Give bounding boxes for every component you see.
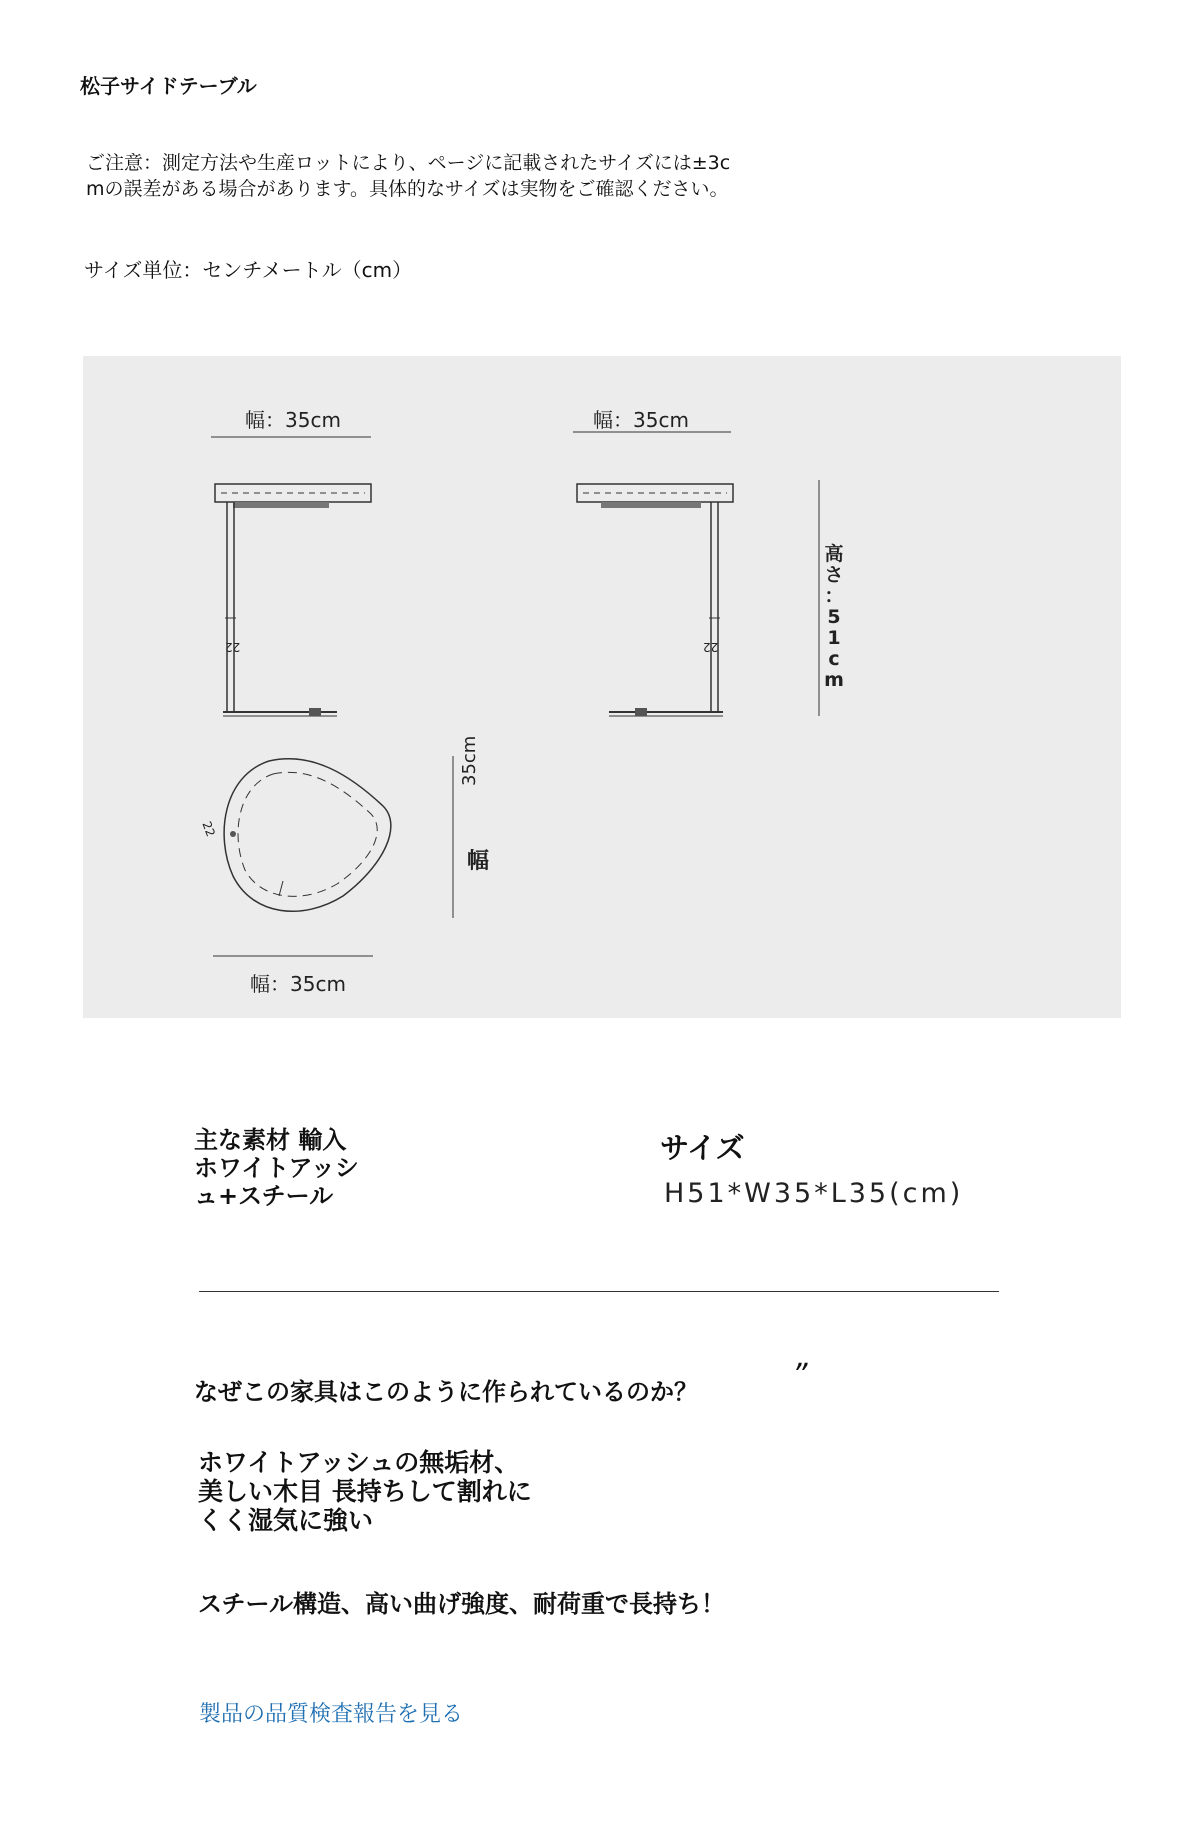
top-depth-label: 35cm — [459, 735, 480, 786]
why-heading: なぜこの家具はこのように作られているのか？ — [194, 1378, 698, 1406]
product-title: 松子サイドテーブル — [80, 74, 257, 98]
ash-line1: ホワイトアッシュの無垢材、 — [198, 1448, 520, 1477]
top-view — [224, 759, 391, 912]
size-notice-line1: ご注意：測定方法や生産ロットにより、ページに記載されたサイズには±3c — [86, 152, 731, 174]
table-drawings — [83, 356, 1121, 1018]
size-units: サイズ単位：センチメートル（cm） — [84, 258, 413, 282]
steel-feature: スチール構造、高い曲げ強度、耐荷重で長持ち！ — [198, 1590, 726, 1618]
quality-report-link[interactable]: 製品の品質検査報告を見る — [199, 1702, 464, 1727]
size-value: H51*W35*L35(cm) — [664, 1178, 964, 1209]
side-view — [577, 484, 733, 716]
front-width-label: 幅：35cm — [245, 408, 341, 432]
top-depth-char: 幅 — [467, 849, 490, 874]
material-spec — [194, 1126, 404, 1210]
top-width-label: 幅：35cm — [250, 972, 346, 996]
ash-line3: くく湿気に強い — [198, 1506, 374, 1535]
material-line1: 主な素材 輸入 — [194, 1126, 347, 1154]
material-line3: ュ+スチール — [194, 1182, 334, 1210]
material-line2: ホワイトアッシ — [194, 1154, 359, 1182]
size-heading: サイズ — [660, 1131, 745, 1165]
front-leg-tube-label: 22 — [225, 640, 241, 654]
ash-feature — [198, 1448, 532, 1535]
dimension-diagram — [83, 356, 1121, 1018]
side-width-label: 幅：35cm — [593, 408, 689, 432]
top-leg-tube-label: 22 — [199, 819, 218, 839]
ash-line2: 美しい木目 長持ちして割れに — [198, 1477, 532, 1506]
size-notice — [86, 150, 806, 202]
size-notice-line2: mの誤差がある場合があります。具体的なサイズは実物をご確認ください。 — [86, 178, 729, 200]
front-view — [215, 484, 371, 716]
side-leg-tube-label: 22 — [703, 640, 719, 654]
height-label: 高 さ ： 5 1 c m — [824, 543, 844, 691]
quote-mark: ” — [792, 1358, 808, 1393]
section-divider — [199, 1291, 999, 1292]
